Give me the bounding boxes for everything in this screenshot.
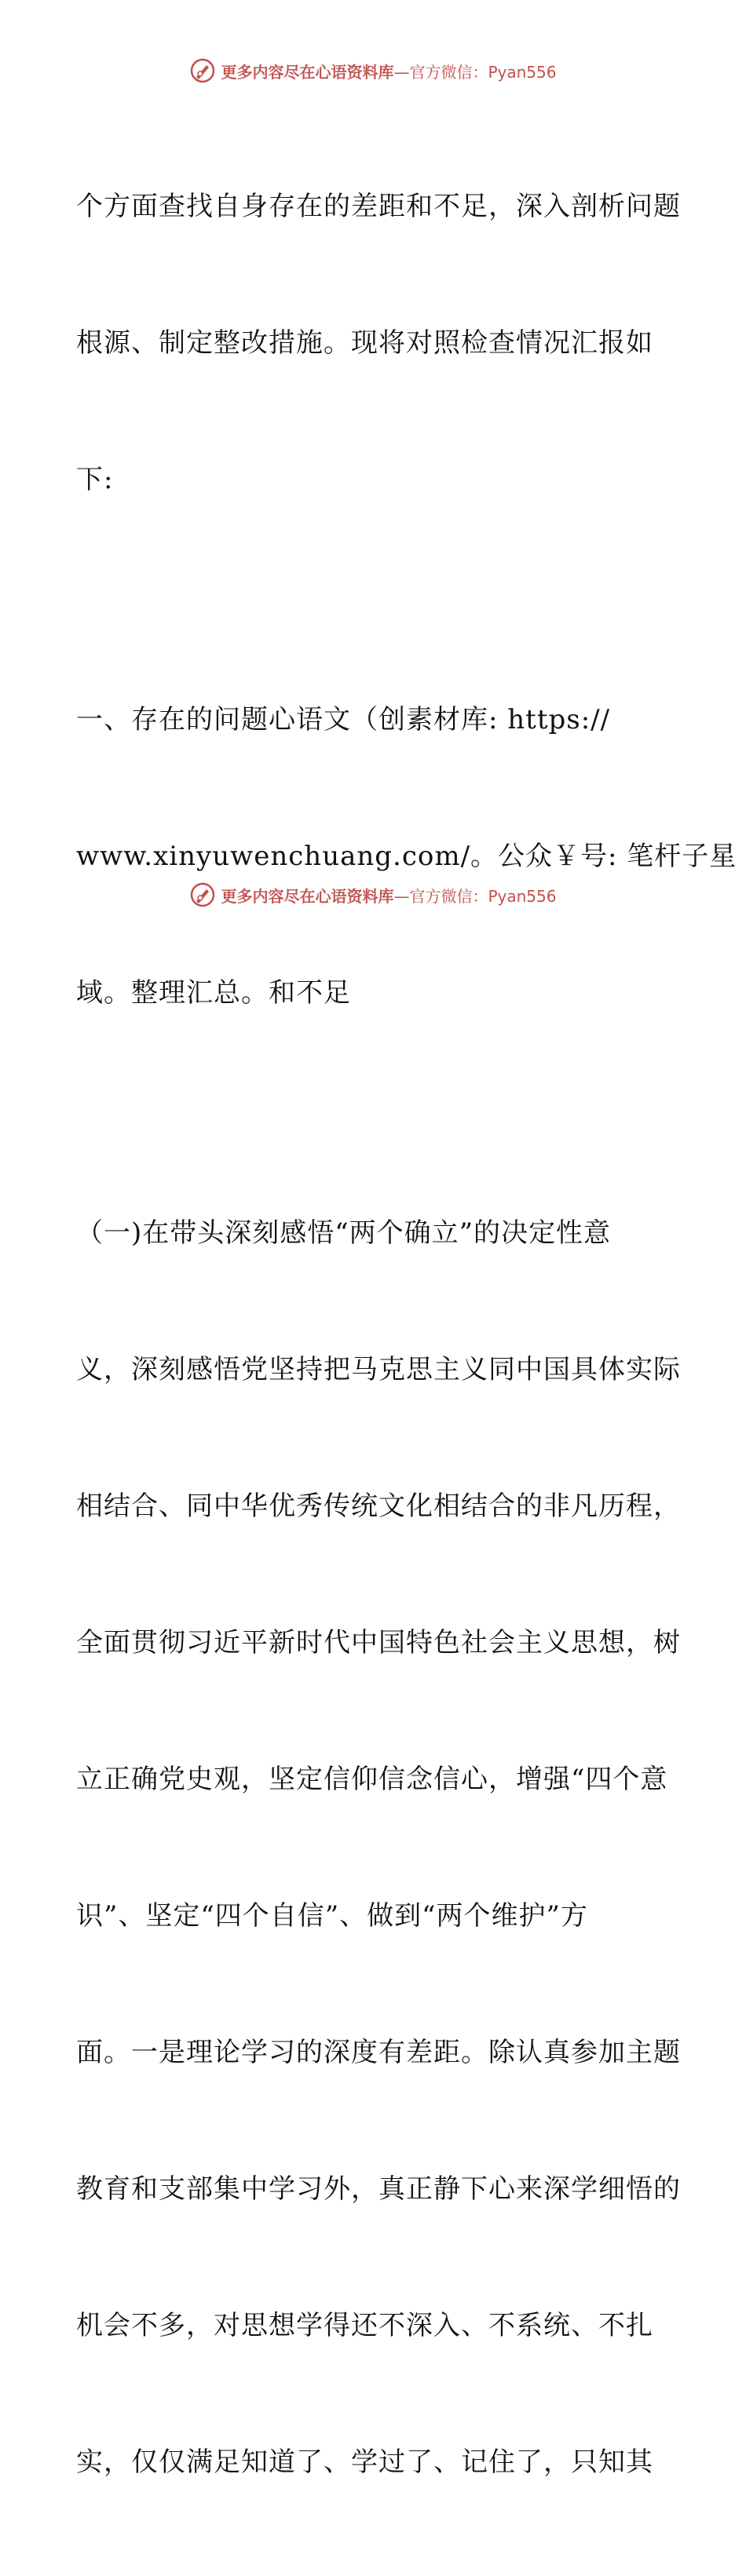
banner-separator: — bbox=[393, 886, 410, 906]
paragraph-subsection-one bbox=[76, 1119, 681, 2576]
banner-separator: — bbox=[393, 62, 410, 82]
text-line: 域。整理汇总。和不足 bbox=[76, 977, 351, 1009]
banner-contact: 官方微信：Pyan556 bbox=[409, 886, 557, 906]
pen-logo-icon bbox=[189, 57, 216, 84]
text-line: 下: bbox=[76, 464, 114, 495]
text-line: 实，仅仅满足知道了、学过了、记住了，只知其 bbox=[76, 2446, 653, 2478]
text-line: 教育和支部集中学习外，真正静下心来深学细悟的 bbox=[76, 2173, 681, 2205]
text-line: www.xinyuwenchuang.com/。公众￥号: 笔杆子星 bbox=[76, 841, 737, 872]
text-line: （一)在带头深刻感悟“两个确立”的决定性意 bbox=[76, 1217, 612, 1249]
text-line: 面。一是理论学习的深度有差距。除认真参加主题 bbox=[76, 2037, 681, 2068]
document-body bbox=[76, 93, 737, 2576]
header-banner bbox=[0, 53, 746, 88]
banner-brand: 更多内容尽在心语资料库 bbox=[221, 886, 394, 906]
footer-banner bbox=[0, 878, 746, 912]
paragraph-intro bbox=[76, 93, 681, 593]
text-line: 相结合、同中华优秀传统文化相结合的非凡历程， bbox=[76, 1491, 681, 1522]
text-line: 个方面查找自身存在的差距和不足，深入剖析问题 bbox=[76, 191, 681, 222]
banner-contact: 官方微信：Pyan556 bbox=[409, 62, 557, 82]
text-line: 机会不多，对思想学得还不深入、不系统、不扎 bbox=[76, 2310, 653, 2341]
text-line: 立正确党史观，坚定信仰信念信心，增强“四个意 bbox=[76, 1764, 668, 1795]
banner-brand: 更多内容尽在心语资料库 bbox=[221, 62, 394, 82]
text-line: 一、存在的问题心语文（创素材库: https:// bbox=[76, 704, 611, 735]
paragraph-section-heading bbox=[76, 606, 737, 1107]
text-line: 根源、制定整改措施。现将对照检查情况汇报如 bbox=[76, 327, 653, 359]
text-line: 义，深刻感悟党坚持把马克思主义同中国具体实际 bbox=[76, 1354, 681, 1385]
text-line: 全面贯彻习近平新时代中国特色社会主义思想，树 bbox=[76, 1627, 681, 1658]
text-line: 识”、坚定“四个自信”、做到“两个维护”方 bbox=[76, 1900, 588, 1932]
pen-logo-icon bbox=[189, 881, 216, 908]
